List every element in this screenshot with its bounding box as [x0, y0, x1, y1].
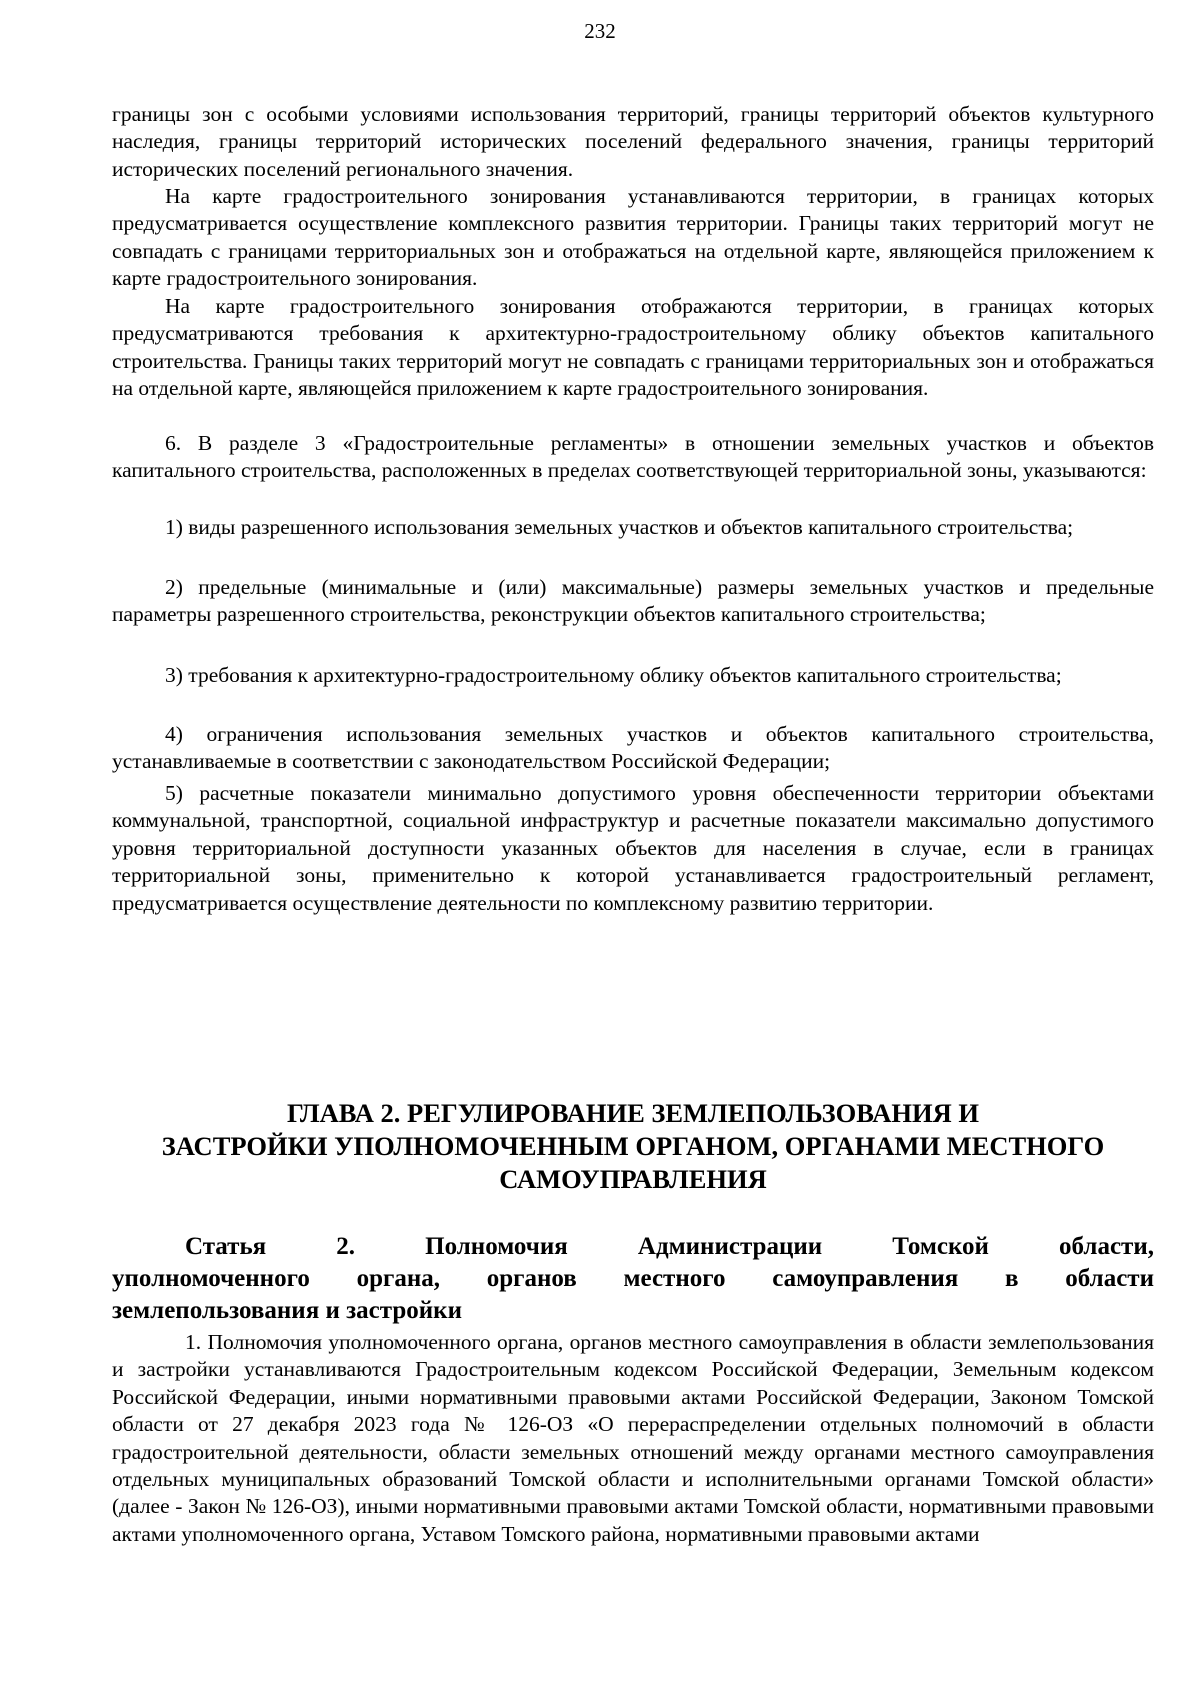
list-item-4: 4) ограничения использования земельных участков и объектов капитального строительства, устанавливаемые в соответствии с законодательством Российской Федерации; — [112, 722, 1154, 774]
paragraph-item-6: 6. В разделе 3 «Градостроительные регламенты» в отношении земельных участков и объектов капитального строительства, расположенных в пределах соответствующей территориальной зоны, указываются: — [112, 431, 1154, 483]
paragraph-article-2-item-1: 1. Полномочия уполномоченного органа, органов местного самоуправления в области землепользования и застройки устанавливаются Градостроительным кодексом Российской Федерации, Земельным кодексом Российской Федерации, иными нормативными правовыми актами Российской Федерации, Законом Томской области от 27 декабря 2023 года № 126-ОЗ «О перераспределении отдельных полномочий в области градостроительной деятельности, области земельных отношений между органами местного самоуправления отдельных муниципальных образований Томской области и исполнительными органами Томской области» (далее - Закон № 126-ОЗ), иными нормативными правовыми актами Томской области, нормативными правовыми актами уполномоченного органа, Уставом Томского района, нормативными правовыми актами — [112, 1330, 1154, 1546]
article-title-line-2: уполномоченного органа, органов местного самоуправления в области — [112, 1265, 1154, 1292]
paragraph-complex-development: На карте градостроительного зонирования устанавливаются территории, в границах которых предусматривается осуществление комплексного развития территории. Границы таких территорий могут не совпадать с границами территориальных зон и отображаться на отдельной карте, являющейся приложением к карте градостроительного зонирования. — [112, 184, 1154, 291]
list-item-5: 5) расчетные показатели минимально допустимого уровня обеспеченности территории объектами коммунальной, транспортной, социальной инфраструктур и расчетные показатели максимально допустимого уровня территориальной доступности указанных объектов для населения в случае, если в границах территориальной зоны, применительно к которой устанавливается градостроительный регламент, предусматривается осуществление деятельности по комплексному развитию территории. — [112, 781, 1154, 915]
list-item-3: 3) требования к архитектурно-градостроительному облику объектов капитального строительства; — [165, 663, 1062, 687]
article-title-line-3: землепользования и застройки — [112, 1297, 462, 1324]
page-number: 232 — [584, 19, 616, 43]
list-item-2: 2) предельные (минимальные и (или) максимальные) размеры земельных участков и предельные параметры разрешенного строительства, реконструкции объектов капитального строительства; — [112, 575, 1154, 627]
list-item-1: 1) виды разрешенного использования земельных участков и объектов капитального строительства; — [165, 515, 1074, 539]
paragraph-zone-boundaries: границы зон с особыми условиями использования территорий, границы территорий объектов культурного наследия, границы территорий исторических поселений федерального значения, границы территорий исторических поселений регионального значения. — [112, 102, 1154, 181]
chapter-title-line-2: ЗАСТРОЙКИ УПОЛНОМОЧЕННЫМ ОРГАНОМ, ОРГАНАМИ МЕСТНОГО — [161, 1131, 1105, 1161]
chapter-title-line-3: САМОУПРАВЛЕНИЯ — [499, 1164, 767, 1194]
article-title-line-1: Статья 2. Полномочия Администрации Томской области, — [185, 1233, 1154, 1260]
chapter-title-line-1: ГЛАВА 2. РЕГУЛИРОВАНИЕ ЗЕМЛЕПОЛЬЗОВАНИЯ И — [287, 1098, 979, 1128]
article-title — [112, 1231, 1154, 1327]
chapter-title — [112, 1097, 1154, 1196]
paragraph-architectural-appearance: На карте градостроительного зонирования отображаются территории, в границах которых предусматриваются требования к архитектурно-градостроительному облику объектов капитального строительства. Границы таких территорий могут не совпадать с границами территориальных зон и отображаться на отдельной карте, являющейся приложением к карте градостроительного зонирования. — [112, 294, 1154, 401]
